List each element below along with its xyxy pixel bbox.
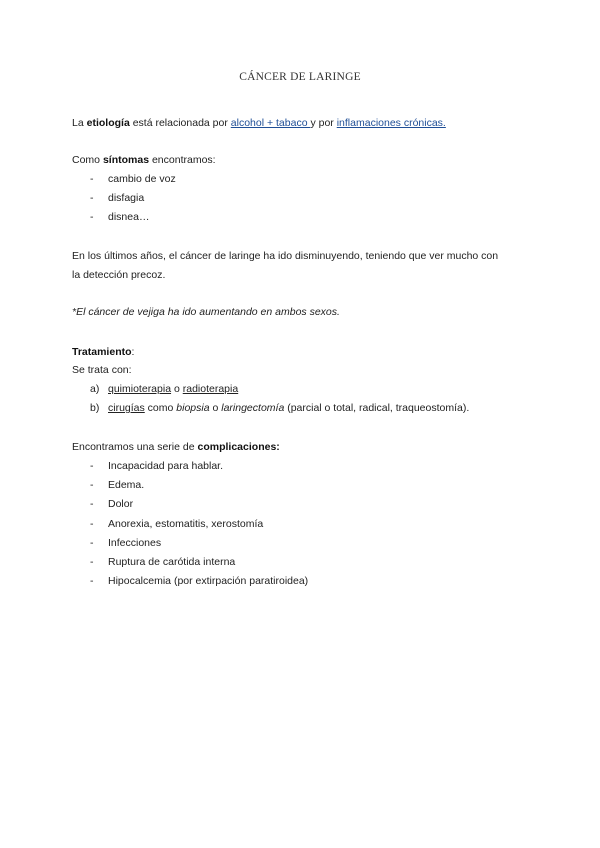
list-marker: b): [90, 402, 100, 415]
list-marker: a): [90, 383, 100, 395]
list-item-text: cambio de voz: [108, 173, 176, 185]
laringectomia-term: laringectomía: [221, 402, 285, 415]
list-marker: -: [90, 555, 94, 568]
symptoms-term: síntomas: [102, 154, 150, 166]
list-marker: -: [90, 479, 94, 492]
complications-intro: [72, 438, 532, 457]
note-paragraph: [72, 303, 532, 322]
list-marker: -: [90, 517, 94, 530]
list-item-text: Ruptura de carótida interna: [108, 555, 236, 568]
link-inflamaciones-cronicas[interactable]: inflamaciones crónicas.: [336, 117, 446, 129]
quimioterapia-term: quimioterapia: [108, 383, 172, 395]
list-item-text: disnea…: [108, 211, 150, 224]
cirugias-term: cirugías: [108, 402, 145, 415]
list-item-text: Infecciones: [108, 536, 162, 549]
list-marker: -: [90, 460, 94, 472]
list-item-text: [108, 380, 238, 399]
link-alcohol-tabaco[interactable]: alcohol + tabaco: [230, 117, 311, 129]
complications-term: complicaciones:: [197, 441, 280, 453]
note-text: *El cáncer de vejiga ha ido aumentando en ambos sexos.: [72, 306, 340, 318]
trend-paragraph: [72, 247, 532, 285]
radioterapia-term: radioterapia: [182, 383, 239, 395]
treatment-intro: Se trata con:: [72, 364, 132, 376]
symptoms-prefix: Como: [72, 154, 103, 166]
treatment-colon: :: [131, 346, 135, 358]
etiology-join: y por: [310, 117, 337, 129]
join-text: como: [144, 402, 177, 415]
list-item-text: Incapacidad para hablar.: [108, 460, 224, 472]
list-item-text: disfagia: [108, 192, 145, 205]
list-item-text: Hipocalcemia (por extirpación paratiroidea): [108, 575, 309, 588]
list-item-text: Dolor: [108, 498, 134, 511]
etiology-term: etiología: [86, 117, 130, 129]
list-item-text: Edema.: [108, 479, 145, 492]
list-marker: -: [90, 173, 94, 185]
symptoms-intro: [72, 151, 532, 170]
join-text: o: [209, 402, 222, 415]
symptoms-suffix: encontramos:: [149, 154, 216, 166]
etiology-paragraph: [72, 114, 532, 133]
list-marker: -: [90, 498, 94, 511]
etiology-middle: está relacionada por: [129, 117, 231, 129]
list-item-text: [108, 399, 469, 418]
join-text: o: [171, 383, 183, 395]
list-marker: -: [90, 536, 94, 549]
treatment-heading: [72, 343, 532, 362]
list-marker: -: [90, 192, 94, 205]
complications-prefix: Encontramos una serie de: [72, 441, 198, 453]
tail-text: (parcial o total, radical, traqueostomía).: [284, 402, 470, 415]
biopsia-term: biopsia: [176, 402, 210, 415]
list-marker: -: [90, 575, 94, 588]
list-item-text: Anorexia, estomatitis, xerostomía: [108, 517, 264, 530]
trend-line-1: En los últimos años, el cáncer de laringe ha ido disminuyendo, teniendo que ver mucho con: [72, 250, 499, 262]
list-marker: -: [90, 211, 94, 224]
treatment-term: Tratamiento: [72, 346, 132, 358]
trend-line-2: la detección precoz.: [72, 269, 166, 281]
etiology-prefix: La: [72, 117, 87, 129]
document-title: CÁNCER DE LARINGE: [239, 71, 361, 83]
